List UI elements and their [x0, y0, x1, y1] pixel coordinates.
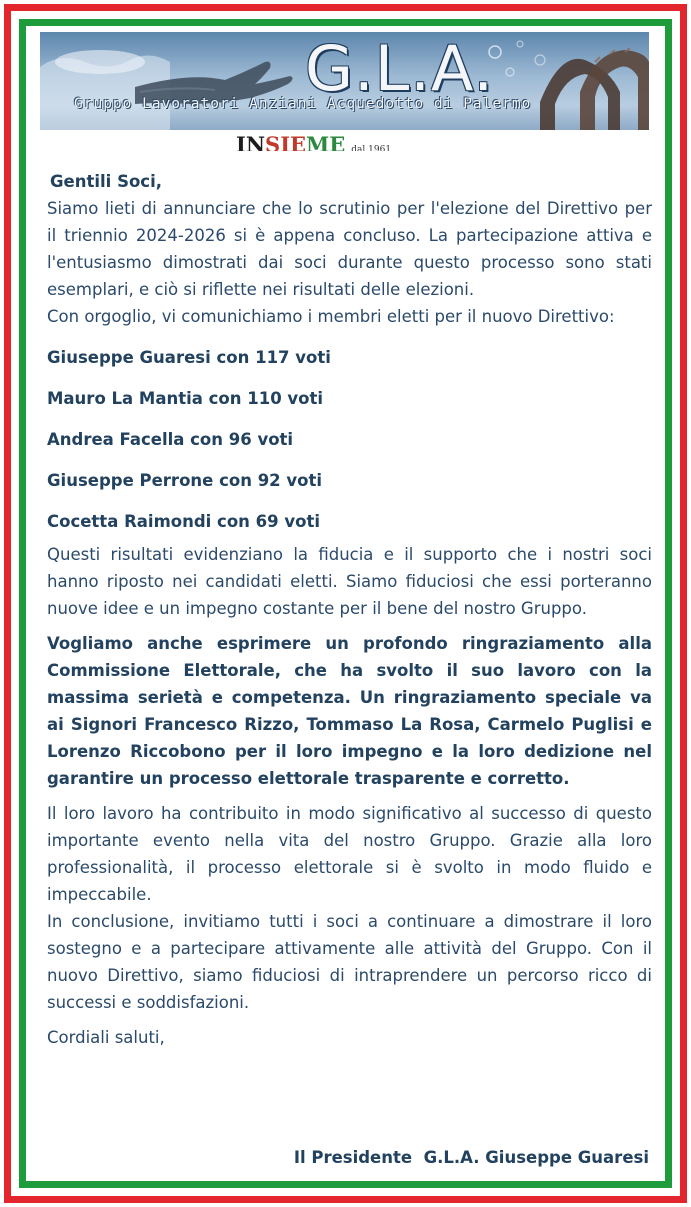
paragraph-trust: Questi risultati evidenziano la fiducia e il supporto che i nostri soci hanno riposto nei candidati eletti. Siamo fiduciosi che essi porteranno nuove idee e un impegno costante per il bene del nostro Gruppo.: [47, 545, 652, 618]
candidate-item: Giuseppe Perrone con 92 voti: [47, 471, 323, 490]
paragraph-intro: Siamo lieti di annunciare che lo scrutinio per l'elezione del Direttivo per il triennio 2024-2026 si è appena concluso. La partecipazione attiva e l'entusiasmo dimostrati dai soci durante questo processo sono stati esemplari, e ciò si riflette nei risultati delle elezioni.: [47, 199, 652, 299]
paragraph-conclusion: In conclusione, invitiamo tutti i soci a continuare a dimostrare il loro sostegno e a partecipare attivamente alle attività del Gruppo. Con il nuovo Direttivo, siamo fiduciosi di intraprendere un percorso ricco di successi e soddisfazioni.: [47, 912, 652, 1012]
candidate-item: Mauro La Mantia con 110 voti: [47, 389, 324, 408]
candidate-item: Cocetta Raimondi con 69 voti: [47, 512, 320, 531]
insieme-logo-since: dal 1961: [351, 145, 392, 151]
candidate-item: Giuseppe Guaresi con 117 voti: [47, 348, 331, 367]
signature: Il Presidente G.L.A. Giuseppe Guaresi: [293, 1148, 649, 1167]
header-title: G.L.A.: [305, 32, 495, 105]
closing: Cordiali saluti,: [47, 1028, 165, 1047]
letter-body: [47, 168, 652, 1051]
candidate-list: [47, 344, 652, 535]
insieme-logo-word: INSIEME: [236, 132, 346, 151]
paragraph-announcement: Con orgoglio, vi comunichiamo i membri eletti per il nuovo Direttivo:: [47, 307, 615, 326]
candidate-item: Andrea Facella con 96 voti: [47, 430, 294, 449]
header-banner: [40, 32, 649, 130]
insieme-logo: [236, 131, 436, 151]
greeting: Gentili Soci,: [50, 172, 163, 191]
paragraph-thanks: Vogliamo anche esprimere un profondo ringraziamento alla Commissione Elettorale, che ha svolto il suo lavoro con la massima serietà e competenza. Un ringraziamento speciale va ai Signori Francesco Rizzo, Tommaso La Rosa, Carmelo Puglisi e Lorenzo Riccobono per il loro impegno e la loro dedizione nel garantire un processo elettorale trasparente e corretto.: [47, 634, 652, 788]
paragraph-contribution: Il loro lavoro ha contribuito in modo significativo al successo di questo importante evento nella vita del nostro Gruppo. Grazie alla loro professionalità, il processo elettorale si è svolto in modo fluido e impeccabile.: [47, 804, 652, 904]
header-subtitle: Gruppo Lavoratori Anziani Acquedotto di Palermo: [74, 96, 532, 112]
